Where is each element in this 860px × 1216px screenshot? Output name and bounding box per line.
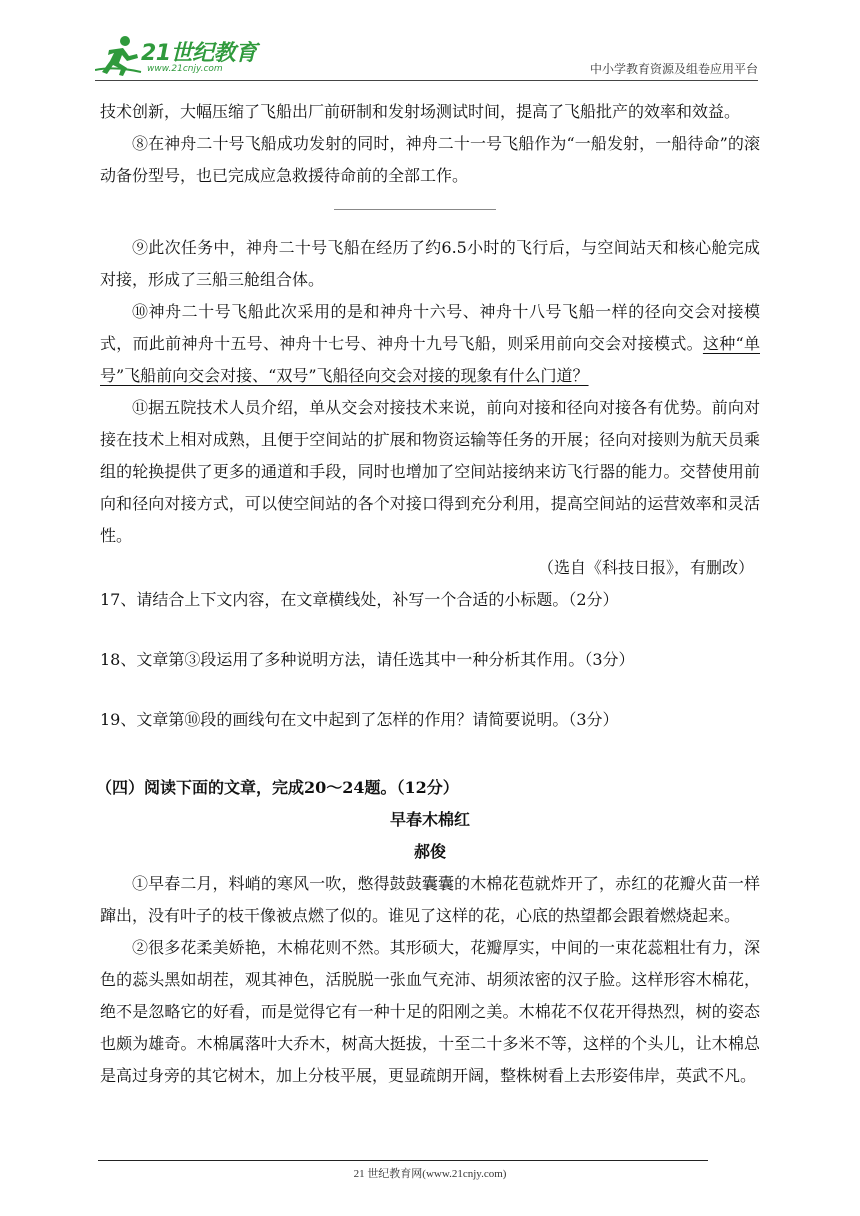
page-header bbox=[95, 30, 758, 82]
question-18: 18、文章第③段运用了多种说明方法，请任选其中一种分析其作用。（3分） bbox=[100, 650, 635, 669]
paragraph-10-text: ⑩神舟二十号飞船此次采用的是和神舟十六号、神舟十八号飞船一样的径向交会对接模式，而此前神舟十五号、神舟十七号、神舟十九号飞船，则采用前向交会对接模式。 bbox=[100, 302, 760, 353]
paragraph-continued: 技术创新，大幅压缩了飞船出厂前研制和发射场测试时间，提高了飞船批产的效率和效益。 bbox=[100, 102, 741, 121]
logo-url: www.21cnjy.com bbox=[147, 64, 223, 74]
paragraph-8: ⑧在神舟二十号飞船成功发射的同时，神舟二十一号飞船作为“一船发射，一船待命”的滚动备份型号，也已完成应急救援待命前的全部工作。 bbox=[100, 134, 760, 185]
document-body bbox=[96, 96, 760, 1092]
essay-paragraph-1: ①早春二月，料峭的寒风一吹，憋得鼓鼓囊囊的木棉花苞就炸开了，赤红的花瓣火苗一样蹿出，没有叶子的枝干像被点燃了似的。谁见了这样的花，心底的热望都会跟着燃烧起来。 bbox=[100, 874, 760, 925]
essay-title: 早春木棉红 bbox=[389, 810, 470, 829]
runner-logo-icon bbox=[95, 34, 143, 78]
section-heading: （四）阅读下面的文章，完成20～24题。（12分） bbox=[96, 778, 459, 797]
article-source: （选自《科技日报》，有删改） bbox=[537, 558, 754, 577]
blank-line bbox=[334, 209, 496, 210]
answer-space-19 bbox=[100, 736, 760, 772]
paragraph-10 bbox=[100, 296, 760, 392]
answer-space-17 bbox=[100, 616, 760, 644]
platform-name: 中小学教育资源及组卷应用平台 bbox=[589, 62, 758, 76]
page-footer[interactable]: 21 世纪教育网(www.21cnjy.com) bbox=[353, 1168, 507, 1180]
site-logo[interactable] bbox=[95, 34, 265, 78]
essay-author: 郝俊 bbox=[413, 842, 446, 861]
question-17: 17、请结合上下文内容，在文章横线处，补写一个合适的小标题。（2分） bbox=[100, 590, 619, 609]
underlined-sentence: 这种“单号”飞船前向交会对接、“双号”飞船径向交会对接的现象有什么门道？ bbox=[100, 334, 760, 385]
header-divider bbox=[95, 80, 758, 81]
question-19: 19、文章第⑩段的画线句在文中起到了怎样的作用？请简要说明。（3分） bbox=[100, 710, 619, 729]
subtitle-blank bbox=[100, 192, 760, 232]
essay-paragraph-2: ②很多花柔美娇艳，木棉花则不然。其形硕大，花瓣厚实，中间的一束花蕊粗壮有力，深色的蕊头黑如胡茬，观其神色，活脱脱一张血气充沛、胡须浓密的汉子脸。这样形容木棉花，绝不是忽略它的好看，而是觉得它有一种十足的阳刚之美。木棉花不仅花开得热烈，树的姿态也颇为雄奇。木棉属落叶大乔木，树高大挺拔，十至二十多米不等，这样的个头儿，让木棉总是高过身旁的其它树木，加上分枝平展，更显疏朗开阔，整株树看上去形姿伟岸，英武不凡。 bbox=[100, 938, 760, 1085]
logo-text: 21世纪教育 bbox=[141, 41, 257, 66]
footer-divider bbox=[98, 1160, 708, 1161]
paragraph-11: ⑪据五院技术人员介绍，单从交会对接技术来说，前向对接和径向对接各有优势。前向对接在技术上相对成熟，且便于空间站的扩展和物资运输等任务的开展；径向对接则为航天员乘组的轮换提供了更多的通道和手段，同时也增加了空间站接纳来访飞行器的能力。交替使用前向和径向对接方式，可以使空间站的各个对接口得到充分利用，提高空间站的运营效率和灵活性。 bbox=[100, 398, 760, 545]
paragraph-9: ⑨此次任务中，神舟二十号飞船在经历了约6.5小时的飞行后，与空间站天和核心舱完成对接，形成了三船三舱组合体。 bbox=[100, 238, 760, 289]
answer-space-18 bbox=[100, 676, 760, 704]
